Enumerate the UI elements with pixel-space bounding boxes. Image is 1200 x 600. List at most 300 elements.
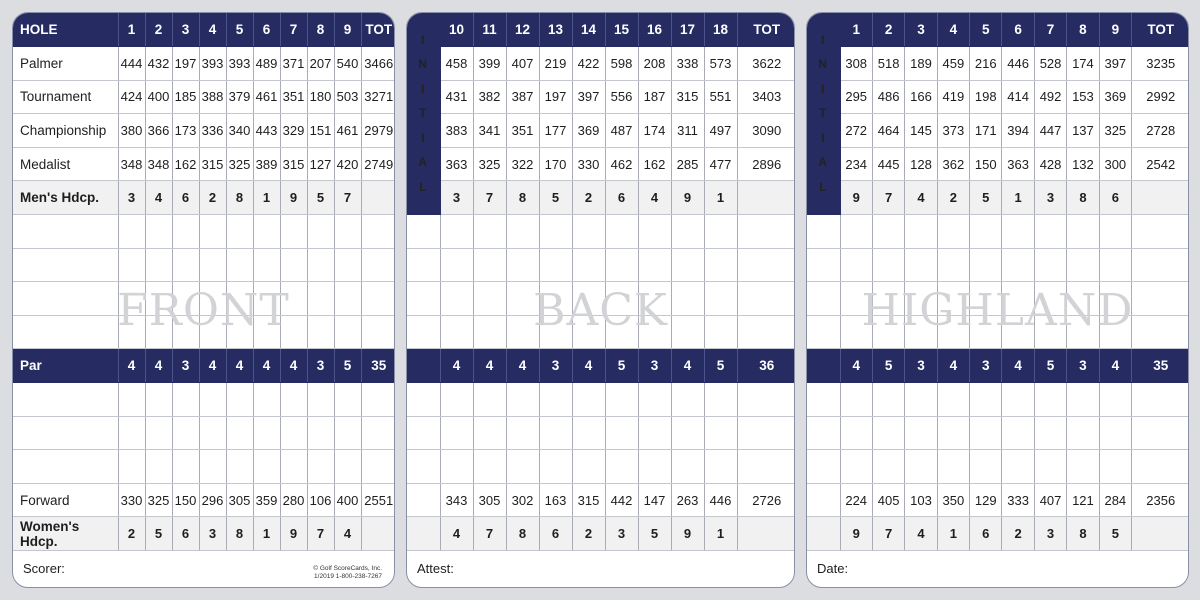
- player-score-row: [807, 383, 1189, 417]
- score-entry-cell[interactable]: [1067, 248, 1099, 282]
- score-entry-cell[interactable]: [172, 315, 199, 349]
- score-entry-cell[interactable]: [407, 383, 440, 417]
- score-entry-cell[interactable]: [253, 416, 280, 450]
- score-entry-cell[interactable]: [226, 315, 253, 349]
- score-entry-cell[interactable]: [307, 248, 334, 282]
- score-entry-cell[interactable]: [807, 248, 840, 282]
- score-entry-cell[interactable]: [145, 383, 172, 417]
- score-entry-cell[interactable]: [638, 416, 671, 450]
- score-entry-cell[interactable]: [970, 450, 1002, 484]
- score-entry-cell[interactable]: [13, 315, 118, 349]
- score-entry-cell[interactable]: [145, 282, 172, 316]
- score-entry-cell[interactable]: [13, 450, 118, 484]
- score-entry-cell[interactable]: [905, 248, 937, 282]
- score-entry-cell[interactable]: [473, 215, 506, 249]
- score-entry-cell[interactable]: [970, 248, 1002, 282]
- score-entry-cell[interactable]: [307, 215, 334, 249]
- score-entry-cell[interactable]: [671, 248, 704, 282]
- yardage-cell: 263: [671, 483, 704, 517]
- score-entry-cell[interactable]: [872, 416, 904, 450]
- score-entry-cell[interactable]: [473, 315, 506, 349]
- player-score-row: [13, 450, 395, 484]
- score-entry-cell[interactable]: [253, 215, 280, 249]
- score-entry-cell[interactable]: [199, 315, 226, 349]
- score-entry-cell[interactable]: [226, 248, 253, 282]
- score-entry-cell[interactable]: [970, 315, 1002, 349]
- yardage-cell: 295: [840, 80, 872, 114]
- yardage-cell: 445: [872, 147, 904, 181]
- score-entry-cell[interactable]: [840, 416, 872, 450]
- score-entry-cell[interactable]: [1002, 416, 1034, 450]
- score-entry-cell[interactable]: [280, 383, 307, 417]
- score-entry-cell[interactable]: [199, 248, 226, 282]
- score-entry-cell[interactable]: [473, 248, 506, 282]
- score-entry-cell[interactable]: [334, 248, 361, 282]
- scorer-field[interactable]: Scorer:: [23, 561, 65, 577]
- score-entry-cell[interactable]: [605, 282, 638, 316]
- handicap-cell: 6: [1099, 181, 1131, 215]
- score-entry-cell[interactable]: [1067, 383, 1099, 417]
- yardage-cell: 379: [226, 80, 253, 114]
- score-entry-cell[interactable]: [1132, 282, 1189, 316]
- score-entry-cell[interactable]: [13, 416, 118, 450]
- score-entry-cell[interactable]: [872, 315, 904, 349]
- initial-letter: L: [819, 179, 828, 194]
- score-entry-cell[interactable]: [145, 248, 172, 282]
- score-entry-cell[interactable]: [118, 248, 145, 282]
- score-entry-cell[interactable]: [199, 282, 226, 316]
- score-entry-cell[interactable]: [118, 416, 145, 450]
- score-entry-cell[interactable]: [145, 315, 172, 349]
- yardage-cell: 343: [440, 483, 473, 517]
- score-entry-cell[interactable]: [361, 282, 395, 316]
- score-entry-cell[interactable]: [905, 416, 937, 450]
- score-entry-cell[interactable]: [1034, 315, 1066, 349]
- score-entry-cell[interactable]: [970, 383, 1002, 417]
- score-entry-cell[interactable]: [307, 450, 334, 484]
- score-entry-cell[interactable]: [172, 215, 199, 249]
- score-entry-cell[interactable]: [737, 315, 795, 349]
- score-entry-cell[interactable]: [172, 248, 199, 282]
- score-entry-cell[interactable]: [1132, 416, 1189, 450]
- date-field[interactable]: Date:: [817, 561, 849, 577]
- score-entry-cell[interactable]: [1099, 383, 1131, 417]
- score-entry-cell[interactable]: [172, 383, 199, 417]
- score-entry-cell[interactable]: [638, 282, 671, 316]
- score-entry-cell[interactable]: [280, 450, 307, 484]
- score-entry-cell[interactable]: [807, 282, 840, 316]
- score-entry-cell[interactable]: [970, 416, 1002, 450]
- score-entry-cell[interactable]: [473, 282, 506, 316]
- score-entry-cell[interactable]: [145, 450, 172, 484]
- score-entry-cell[interactable]: [1002, 248, 1034, 282]
- yardage-cell: 177: [539, 114, 572, 148]
- score-entry-cell[interactable]: [671, 315, 704, 349]
- score-entry-cell[interactable]: [1067, 215, 1099, 249]
- score-entry-cell[interactable]: [253, 450, 280, 484]
- score-entry-cell[interactable]: [807, 383, 840, 417]
- score-entry-cell[interactable]: [1099, 248, 1131, 282]
- score-entry-cell[interactable]: [539, 383, 572, 417]
- score-entry-cell[interactable]: [840, 383, 872, 417]
- score-entry-cell[interactable]: [506, 416, 539, 450]
- score-entry-cell[interactable]: [361, 315, 395, 349]
- score-entry-cell[interactable]: [807, 416, 840, 450]
- score-entry-cell[interactable]: [539, 416, 572, 450]
- initial-letter: I: [421, 130, 426, 145]
- yardage-cell: 399: [473, 47, 506, 81]
- score-entry-cell[interactable]: [1067, 450, 1099, 484]
- score-entry-cell[interactable]: [280, 248, 307, 282]
- yardage-cell: 393: [226, 47, 253, 81]
- score-entry-cell[interactable]: [1034, 416, 1066, 450]
- score-entry-cell[interactable]: [539, 315, 572, 349]
- score-entry-cell[interactable]: [737, 282, 795, 316]
- score-entry-cell[interactable]: [840, 215, 872, 249]
- score-entry-cell[interactable]: [671, 416, 704, 450]
- score-entry-cell[interactable]: [1034, 248, 1066, 282]
- yardage-cell: 3403: [737, 80, 795, 114]
- score-entry-cell[interactable]: [1132, 383, 1189, 417]
- score-entry-cell[interactable]: [1099, 416, 1131, 450]
- score-entry-cell[interactable]: [905, 315, 937, 349]
- score-entry-cell[interactable]: [506, 248, 539, 282]
- score-entry-cell[interactable]: [334, 315, 361, 349]
- score-entry-cell[interactable]: [334, 215, 361, 249]
- score-entry-cell[interactable]: [671, 215, 704, 249]
- yardage-cell: 462: [605, 147, 638, 181]
- score-entry-cell[interactable]: [361, 416, 395, 450]
- score-entry-cell[interactable]: [872, 215, 904, 249]
- score-entry-cell[interactable]: [572, 450, 605, 484]
- yardage-cell: 2979: [361, 114, 395, 148]
- score-entry-cell[interactable]: [253, 383, 280, 417]
- score-entry-cell[interactable]: [334, 282, 361, 316]
- par-cell: 5: [704, 349, 737, 383]
- score-entry-cell[interactable]: [704, 282, 737, 316]
- score-entry-cell[interactable]: [13, 215, 118, 249]
- score-entry-cell[interactable]: [539, 215, 572, 249]
- score-entry-cell[interactable]: [172, 282, 199, 316]
- score-entry-cell[interactable]: [937, 282, 969, 316]
- score-entry-cell[interactable]: [407, 248, 440, 282]
- score-entry-cell[interactable]: [937, 248, 969, 282]
- score-entry-cell[interactable]: [605, 315, 638, 349]
- yardage-cell: 315: [199, 147, 226, 181]
- score-entry-cell[interactable]: [605, 383, 638, 417]
- yardage-cell: 348: [145, 147, 172, 181]
- par-cell: 4: [145, 349, 172, 383]
- score-entry-cell[interactable]: [361, 383, 395, 417]
- score-entry-cell[interactable]: [1002, 315, 1034, 349]
- score-entry-cell[interactable]: [13, 282, 118, 316]
- score-entry-cell[interactable]: [840, 282, 872, 316]
- score-entry-cell[interactable]: [807, 450, 840, 484]
- score-entry-cell[interactable]: [671, 282, 704, 316]
- par-cell: 4: [440, 349, 473, 383]
- score-entry-cell[interactable]: [937, 315, 969, 349]
- score-entry-cell[interactable]: [280, 416, 307, 450]
- score-entry-cell[interactable]: [199, 450, 226, 484]
- handicap-cell: 5: [145, 517, 172, 551]
- initial-column: [407, 13, 440, 215]
- score-entry-cell[interactable]: [172, 450, 199, 484]
- score-entry-cell[interactable]: [872, 383, 904, 417]
- score-entry-cell[interactable]: [473, 383, 506, 417]
- handicap-cell: 3: [605, 517, 638, 551]
- score-entry-cell[interactable]: [1034, 450, 1066, 484]
- score-entry-cell[interactable]: [1099, 282, 1131, 316]
- score-entry-cell[interactable]: [807, 315, 840, 349]
- score-entry-cell[interactable]: [840, 248, 872, 282]
- score-entry-cell[interactable]: [737, 416, 795, 450]
- score-entry-cell[interactable]: [1099, 215, 1131, 249]
- score-entry-cell[interactable]: [440, 383, 473, 417]
- score-entry-cell[interactable]: [605, 248, 638, 282]
- score-entry-cell[interactable]: [118, 282, 145, 316]
- score-entry-cell[interactable]: [280, 315, 307, 349]
- score-entry-cell[interactable]: [1067, 416, 1099, 450]
- score-entry-cell[interactable]: [199, 383, 226, 417]
- tee-row: [13, 147, 395, 181]
- score-entry-cell[interactable]: [361, 215, 395, 249]
- yardage-cell: 351: [506, 114, 539, 148]
- yardage-cell: 486: [872, 80, 904, 114]
- score-entry-cell[interactable]: [118, 315, 145, 349]
- yardage-cell: 407: [1034, 483, 1066, 517]
- mens-handicap-row: [13, 181, 395, 215]
- score-entry-cell[interactable]: [572, 416, 605, 450]
- score-entry-cell[interactable]: [638, 215, 671, 249]
- player-score-row: [807, 450, 1189, 484]
- score-entry-cell[interactable]: [1067, 315, 1099, 349]
- score-entry-cell[interactable]: [704, 248, 737, 282]
- score-entry-cell[interactable]: [226, 282, 253, 316]
- score-entry-cell[interactable]: [970, 282, 1002, 316]
- score-entry-cell[interactable]: [638, 248, 671, 282]
- score-entry-cell[interactable]: [334, 383, 361, 417]
- attest-field[interactable]: Attest:: [417, 561, 454, 577]
- score-entry-cell[interactable]: [638, 315, 671, 349]
- score-entry-cell[interactable]: [145, 215, 172, 249]
- score-entry-cell[interactable]: [1002, 282, 1034, 316]
- score-entry-cell[interactable]: [172, 416, 199, 450]
- score-entry-cell[interactable]: [671, 383, 704, 417]
- score-entry-cell[interactable]: [937, 450, 969, 484]
- score-entry-cell[interactable]: [737, 215, 795, 249]
- score-entry-cell[interactable]: [473, 450, 506, 484]
- score-entry-cell[interactable]: [226, 215, 253, 249]
- yardage-cell: 461: [334, 114, 361, 148]
- score-entry-cell[interactable]: [506, 215, 539, 249]
- score-entry-cell[interactable]: [704, 450, 737, 484]
- score-entry-cell[interactable]: [440, 450, 473, 484]
- score-entry-cell[interactable]: [361, 248, 395, 282]
- score-entry-cell[interactable]: [199, 416, 226, 450]
- score-entry-cell[interactable]: [226, 450, 253, 484]
- score-entry-cell[interactable]: [539, 450, 572, 484]
- score-entry-cell[interactable]: [840, 315, 872, 349]
- score-entry-cell[interactable]: [704, 383, 737, 417]
- score-entry-cell[interactable]: [440, 248, 473, 282]
- yardage-cell: 350: [937, 483, 969, 517]
- tee-row: [807, 114, 1189, 148]
- score-entry-cell[interactable]: [905, 282, 937, 316]
- score-entry-cell[interactable]: [145, 416, 172, 450]
- score-entry-cell[interactable]: [905, 215, 937, 249]
- back-watermark: BACK: [533, 285, 668, 336]
- tee-row: [407, 47, 795, 81]
- score-entry-cell[interactable]: [872, 282, 904, 316]
- score-entry-cell[interactable]: [118, 383, 145, 417]
- score-entry-cell[interactable]: [407, 416, 440, 450]
- tee-row: [807, 147, 1189, 181]
- score-entry-cell[interactable]: [1099, 315, 1131, 349]
- score-entry-cell[interactable]: [970, 215, 1002, 249]
- score-entry-cell[interactable]: [605, 416, 638, 450]
- yardage-cell: 185: [172, 80, 199, 114]
- score-entry-cell[interactable]: [440, 215, 473, 249]
- score-entry-cell[interactable]: [704, 215, 737, 249]
- score-entry-cell[interactable]: [1002, 383, 1034, 417]
- score-entry-cell[interactable]: [937, 215, 969, 249]
- score-entry-cell[interactable]: [1034, 215, 1066, 249]
- score-entry-cell[interactable]: [638, 383, 671, 417]
- score-entry-cell[interactable]: [118, 215, 145, 249]
- yardage-cell: 369: [572, 114, 605, 148]
- score-entry-cell[interactable]: [905, 383, 937, 417]
- handicap-cell: 9: [280, 181, 307, 215]
- score-entry-cell[interactable]: [280, 282, 307, 316]
- hole-number: 1: [118, 13, 145, 47]
- forward-tee-row: [13, 483, 395, 517]
- score-entry-cell[interactable]: [13, 383, 118, 417]
- score-entry-cell[interactable]: [572, 383, 605, 417]
- score-entry-cell[interactable]: [440, 282, 473, 316]
- score-entry-cell[interactable]: [1132, 215, 1189, 249]
- score-entry-cell[interactable]: [253, 248, 280, 282]
- yardage-cell: 128: [905, 147, 937, 181]
- score-entry-cell[interactable]: [539, 248, 572, 282]
- yardage-cell: 300: [1099, 147, 1131, 181]
- yardage-cell: 162: [172, 147, 199, 181]
- score-entry-cell[interactable]: [506, 450, 539, 484]
- score-entry-cell[interactable]: [506, 282, 539, 316]
- handicap-cell: 2: [572, 517, 605, 551]
- yardage-cell: 338: [671, 47, 704, 81]
- yardage-cell: 325: [1099, 114, 1131, 148]
- score-entry-cell[interactable]: [407, 282, 440, 316]
- score-entry-cell[interactable]: [572, 315, 605, 349]
- score-entry-cell[interactable]: [334, 416, 361, 450]
- score-entry-cell[interactable]: [1034, 383, 1066, 417]
- score-entry-cell[interactable]: [199, 215, 226, 249]
- score-entry-cell[interactable]: [737, 450, 795, 484]
- score-entry-cell[interactable]: [506, 383, 539, 417]
- score-entry-cell[interactable]: [226, 416, 253, 450]
- score-entry-cell[interactable]: [361, 450, 395, 484]
- par-cell: 5: [605, 349, 638, 383]
- score-entry-cell[interactable]: [1034, 282, 1066, 316]
- score-entry-cell[interactable]: [872, 248, 904, 282]
- score-entry-cell[interactable]: [605, 215, 638, 249]
- score-entry-cell[interactable]: [638, 450, 671, 484]
- score-entry-cell[interactable]: [1067, 282, 1099, 316]
- score-entry-cell[interactable]: [905, 450, 937, 484]
- score-entry-cell[interactable]: [737, 383, 795, 417]
- yardage-cell: 180: [307, 80, 334, 114]
- yardage-cell: 103: [905, 483, 937, 517]
- score-entry-cell[interactable]: [307, 315, 334, 349]
- par-cell: 3: [1067, 349, 1099, 383]
- yardage-cell: 197: [539, 80, 572, 114]
- hole-number: 6: [1002, 13, 1034, 47]
- score-entry-cell[interactable]: [13, 248, 118, 282]
- hole-number: 17: [671, 13, 704, 47]
- score-entry-cell[interactable]: [1132, 450, 1189, 484]
- score-entry-cell[interactable]: [704, 416, 737, 450]
- yardage-cell: 322: [506, 147, 539, 181]
- score-entry-cell[interactable]: [572, 215, 605, 249]
- score-entry-cell[interactable]: [807, 215, 840, 249]
- score-entry-cell[interactable]: [872, 450, 904, 484]
- score-entry-cell[interactable]: [572, 282, 605, 316]
- par-cell: 4: [473, 349, 506, 383]
- score-entry-cell[interactable]: [307, 416, 334, 450]
- score-entry-cell[interactable]: [1132, 248, 1189, 282]
- score-entry-cell[interactable]: [605, 450, 638, 484]
- score-entry-cell[interactable]: [937, 383, 969, 417]
- score-entry-cell[interactable]: [253, 282, 280, 316]
- score-entry-cell[interactable]: [307, 383, 334, 417]
- yardage-cell: 325: [226, 147, 253, 181]
- score-entry-cell[interactable]: [253, 315, 280, 349]
- score-entry-cell[interactable]: [1099, 450, 1131, 484]
- player-score-row: [13, 416, 395, 450]
- score-entry-cell[interactable]: [407, 450, 440, 484]
- score-entry-cell[interactable]: [226, 383, 253, 417]
- score-entry-cell[interactable]: [334, 450, 361, 484]
- score-entry-cell[interactable]: [473, 416, 506, 450]
- score-entry-cell[interactable]: [671, 450, 704, 484]
- player-score-row: [13, 315, 395, 349]
- handicap-cell: 2: [572, 181, 605, 215]
- score-entry-cell[interactable]: [572, 248, 605, 282]
- yardage-cell: 2542: [1132, 147, 1189, 181]
- score-entry-cell[interactable]: [407, 315, 440, 349]
- score-entry-cell[interactable]: [1002, 215, 1034, 249]
- yardage-cell: 424: [118, 80, 145, 114]
- score-entry-cell[interactable]: [440, 416, 473, 450]
- score-entry-cell[interactable]: [704, 315, 737, 349]
- hole-number: 10: [440, 13, 473, 47]
- score-entry-cell[interactable]: [1002, 450, 1034, 484]
- score-entry-cell[interactable]: [407, 215, 440, 249]
- score-entry-cell[interactable]: [539, 282, 572, 316]
- score-entry-cell[interactable]: [118, 450, 145, 484]
- score-entry-cell[interactable]: [307, 282, 334, 316]
- score-entry-cell[interactable]: [737, 248, 795, 282]
- tee-row: [807, 80, 1189, 114]
- yardage-cell: 189: [905, 47, 937, 81]
- score-entry-cell[interactable]: [1132, 315, 1189, 349]
- score-entry-cell[interactable]: [506, 315, 539, 349]
- score-entry-cell[interactable]: [280, 215, 307, 249]
- yardage-cell: 340: [226, 114, 253, 148]
- score-entry-cell[interactable]: [440, 315, 473, 349]
- score-entry-cell[interactable]: [840, 450, 872, 484]
- score-entry-cell[interactable]: [937, 416, 969, 450]
